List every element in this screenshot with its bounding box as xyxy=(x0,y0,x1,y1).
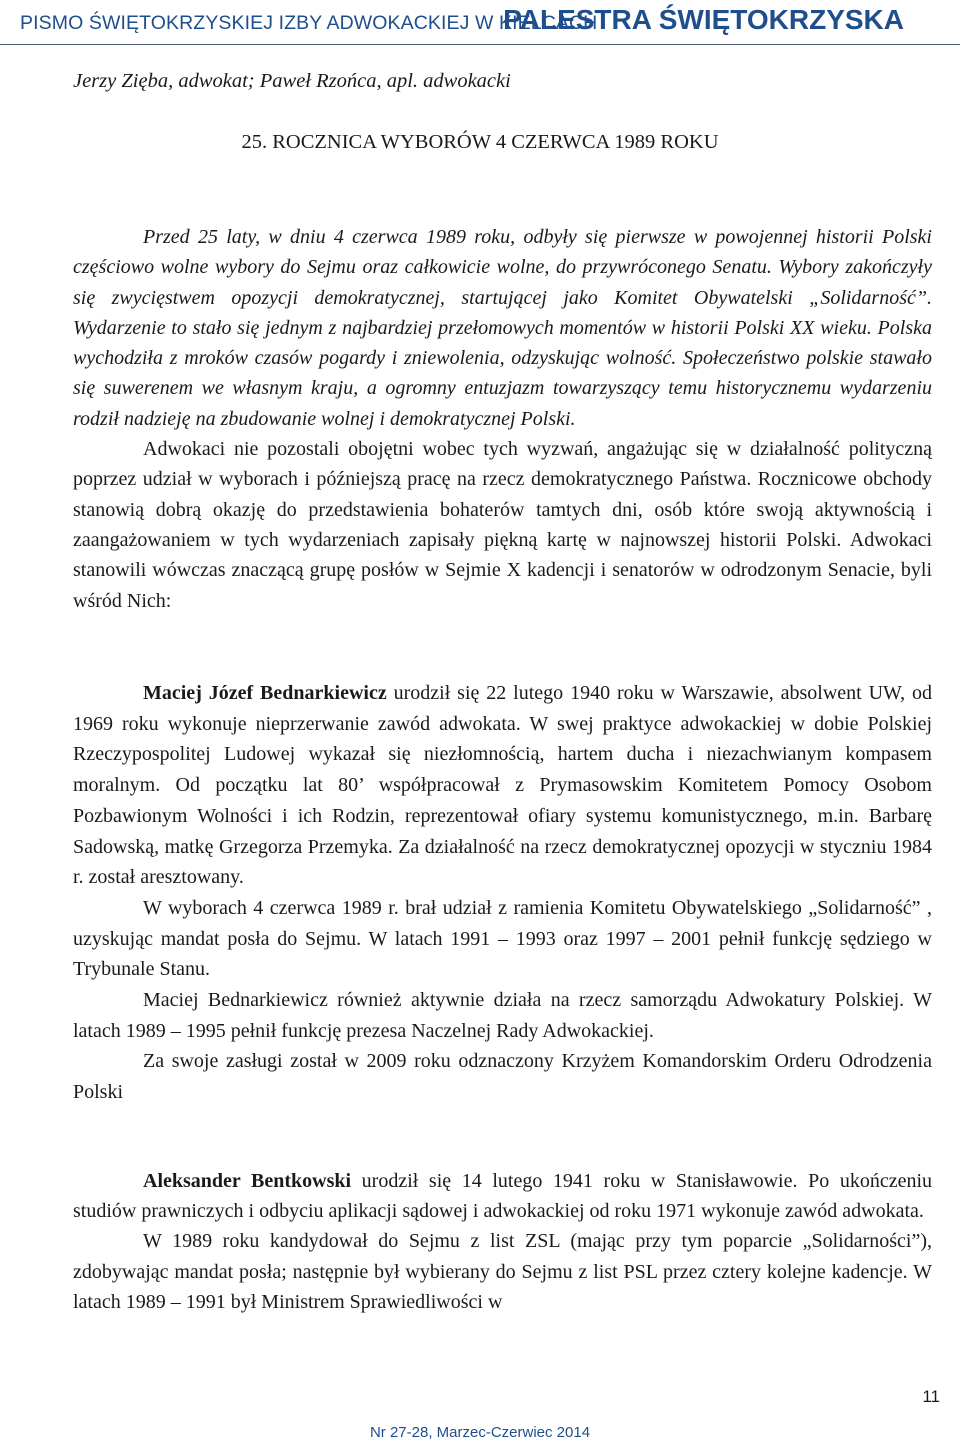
journal-title: PALESTRA ŚWIĘTOKRZYSKA xyxy=(503,4,904,35)
biography-bednarkiewicz xyxy=(73,678,932,1108)
page-header xyxy=(0,0,960,45)
article-byline: Jerzy Zięba, adwokat; Paweł Rzońca, apl. adwokacki xyxy=(73,70,511,92)
article-intro xyxy=(73,222,932,616)
page-number: 11 xyxy=(922,1387,940,1406)
bio-paragraph: Za swoje zasługi został w 2009 roku odznaczony Krzyżem Komandorskim Orderu Odrodzenia Polski xyxy=(73,1050,932,1104)
bio-paragraph: W 1989 roku kandydował do Sejmu z list ZSL (mając przy tym poparcie „Solidarności”), zdobywając mandat posła; następnie był wybierany do Sejmu z list PSL przez cztery kolejne kadencje. W latach 1989 – 1991 był Ministrem Sprawiedliwości w xyxy=(73,1230,932,1313)
bio-paragraph xyxy=(73,1166,932,1226)
bio-paragraph: W wyborach 4 czerwca 1989 r. brał udział z ramienia Komitetu Obywatelskiego „Solidarność” , uzyskując mandat posła do Sejmu. W latach 1991 – 1993 oraz 1997 – 2001 pełnił funkcję sędziego w Trybunale Stanu. xyxy=(73,896,932,981)
person-name: Maciej Józef Bednarkiewicz xyxy=(143,682,387,704)
intro-paragraph-2: Adwokaci nie pozostali obojętni wobec tych wyzwań, angażując się w działalność polityczną poprzez udział w wyborach i późniejszą pracę na rzecz demokratycznego Państwa. Rocznicowe obchody stanowią dobrą okazję do przedstawienia bohaterów tamtych dni, osób które swoją aktywnością i zaangażowaniem w tych wydarzeniach zapisały piękną kartę w najnowszej historii Polski. Adwokaci stanowili wówczas znaczącą grupę posłów w Sejmie X kadencji i senatorów w odrodzonym Senacie, byli wśród Nich: xyxy=(73,438,932,612)
biography-bentkowski xyxy=(73,1166,932,1317)
intro-paragraph-1: Przed 25 laty, w dniu 4 czerwca 1989 roku, odbyły się pierwsze w powojennej historii Polski częściowo wolne wybory do Sejmu oraz całkowicie wolne, do przywróconego Senatu. Wybory zakończyły się zwycięstwem opozycji demokratycznej, startującej jako Komitet Obywatelski „Solidarność”. Wydarzenie to stało się jednym z najbardziej przełomowych momentów w historii Polski XX wieku. Polska wychodziła z mroków czasów pogardy i zniewolenia, odzyskując wolność. Społeczeństwo polskie stawało się suwerenem we własnym kraju, a ogromny entuzjazm towarzyszący temu historycznemu wydarzeniu rodził nadzieję na zbudowanie wolnej i demokratycznej Polski. xyxy=(73,226,932,430)
bio-text: urodził się 14 lutego 1941 roku w Stanisławowie. Po ukończeniu studiów prawniczych i odbyciu aplikacji sądowej i adwokackiej od roku 1971 wykonuje zawód adwokata. xyxy=(73,1170,933,1223)
issue-footer: Nr 27-28, Marzec-Czerwiec 2014 xyxy=(369,1424,591,1441)
bio-paragraph xyxy=(73,678,932,893)
person-name: Aleksander Bentkowski xyxy=(143,1170,352,1192)
bio-paragraph: Maciej Bednarkiewicz również aktywnie działa na rzecz samorządu Adwokatury Polskiej. W latach 1989 – 1995 pełnił funkcję prezesa Naczelnej Rady Adwokackiej. xyxy=(73,989,932,1042)
article-title: 25. ROCZNICA WYBORÓW 4 CZERWCA 1989 ROKU xyxy=(241,131,719,153)
bio-text: urodził się 22 lutego 1940 roku w Warszawie, absolwent UW, od 1969 roku wykonuje nieprzerwanie zawód adwokata. W swej praktyce adwokackiej w dobie Polskiej Rzeczypospolitej Ludowej wykazał się niezłomnością, hartem ducha i niezachwianym kompasem moralnym. Od początku lat 80’ współpracował z Prymasowskim Komitetem Pomocy Osobom Pozbawionym Wolności i ich Rodzin, reprezentował ofiary systemu komunistycznego, m.in. Barbarę Sadowską, matkę Grzegorza Przemyka. Za działalność na rzecz demokratycznej opozycji w styczniu 1984 r. został aresztowany. xyxy=(73,682,932,889)
journal-subtitle: PISMO ŚWIĘTOKRZYSKIEJ IZBY ADWOKACKIEJ W KIELCACH xyxy=(20,12,598,34)
